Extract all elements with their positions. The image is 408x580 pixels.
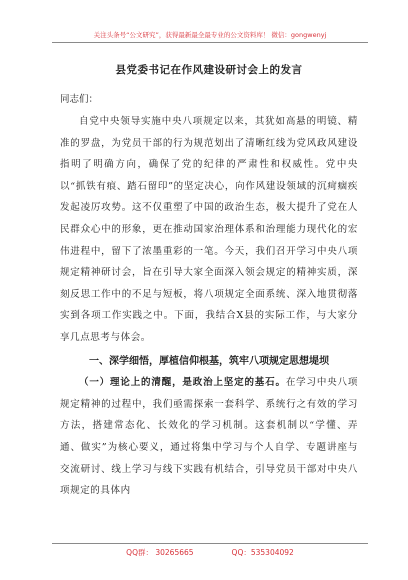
intro-paragraph: 自党中央领导实施中央八项规定以来，其犹如高悬的明镜、精准的罗盘，为党员干部的行为规范划出了清晰红线为党风政风建设指明了明确方向，确保了党的纪律的严肃性和权威性。党中央以“抓铁有痕、踏石留印”的坚定决心，向作风建设领域的沉疴痼疾发起凌厉攻势。这不仅重塑了中国的政治生态，极大提升了党在人民群众心中的形象，更在推动国家治理体系和治理能力现代化的宏伟进程中，留下了浓墨重彩的一笔。今天，我们召开学习中央八项规定精神研讨会，旨在引导大家全面深入领会规定的精神实质，深刻反思工作中的不足与短板，将八项规定全面系统、深入地贯彻落实到各项工作实践之中。下面，我结合X县的实际工作，与大家分享几点思考与体会。 (60, 116, 358, 343)
document-title: 县党委书记在作风建设研讨会上的发言 (115, 64, 303, 76)
header-promo-text: 关注头条号“公文研究”，获得最新最全最专业的公文资料库！ 微信：gongwenyj (93, 31, 327, 39)
footer-qq: QQ：535304092 (231, 548, 294, 557)
salutation: 同志们： (60, 94, 99, 105)
page-header (52, 20, 368, 43)
footer-qq-group: QQ群： 30265665 (126, 548, 194, 557)
subsection-paragraph (60, 372, 358, 502)
subsection-body: 在学习中央八项规定精神的过程中，我们亟需探索一套科学、系统行之有效的学习方法，搭建常态化、长效化的学习机制。这套机制以“学懂、弄通、做实”为核心要义，通过将集中学习与个人自学、专题讲座与交流研讨、线上学习与线下实践有机结合，引导党员干部对中央八项规定的具体内 (60, 377, 358, 497)
section-heading: 一、深学细悟，厚植信仰根基，筑牢八项规定思想堤坝 (89, 355, 329, 367)
page-footer (52, 543, 368, 564)
subsection-lead: （一）理论上的清醒，是政治上坚定的基石。 (79, 377, 286, 389)
document-body (60, 62, 358, 502)
